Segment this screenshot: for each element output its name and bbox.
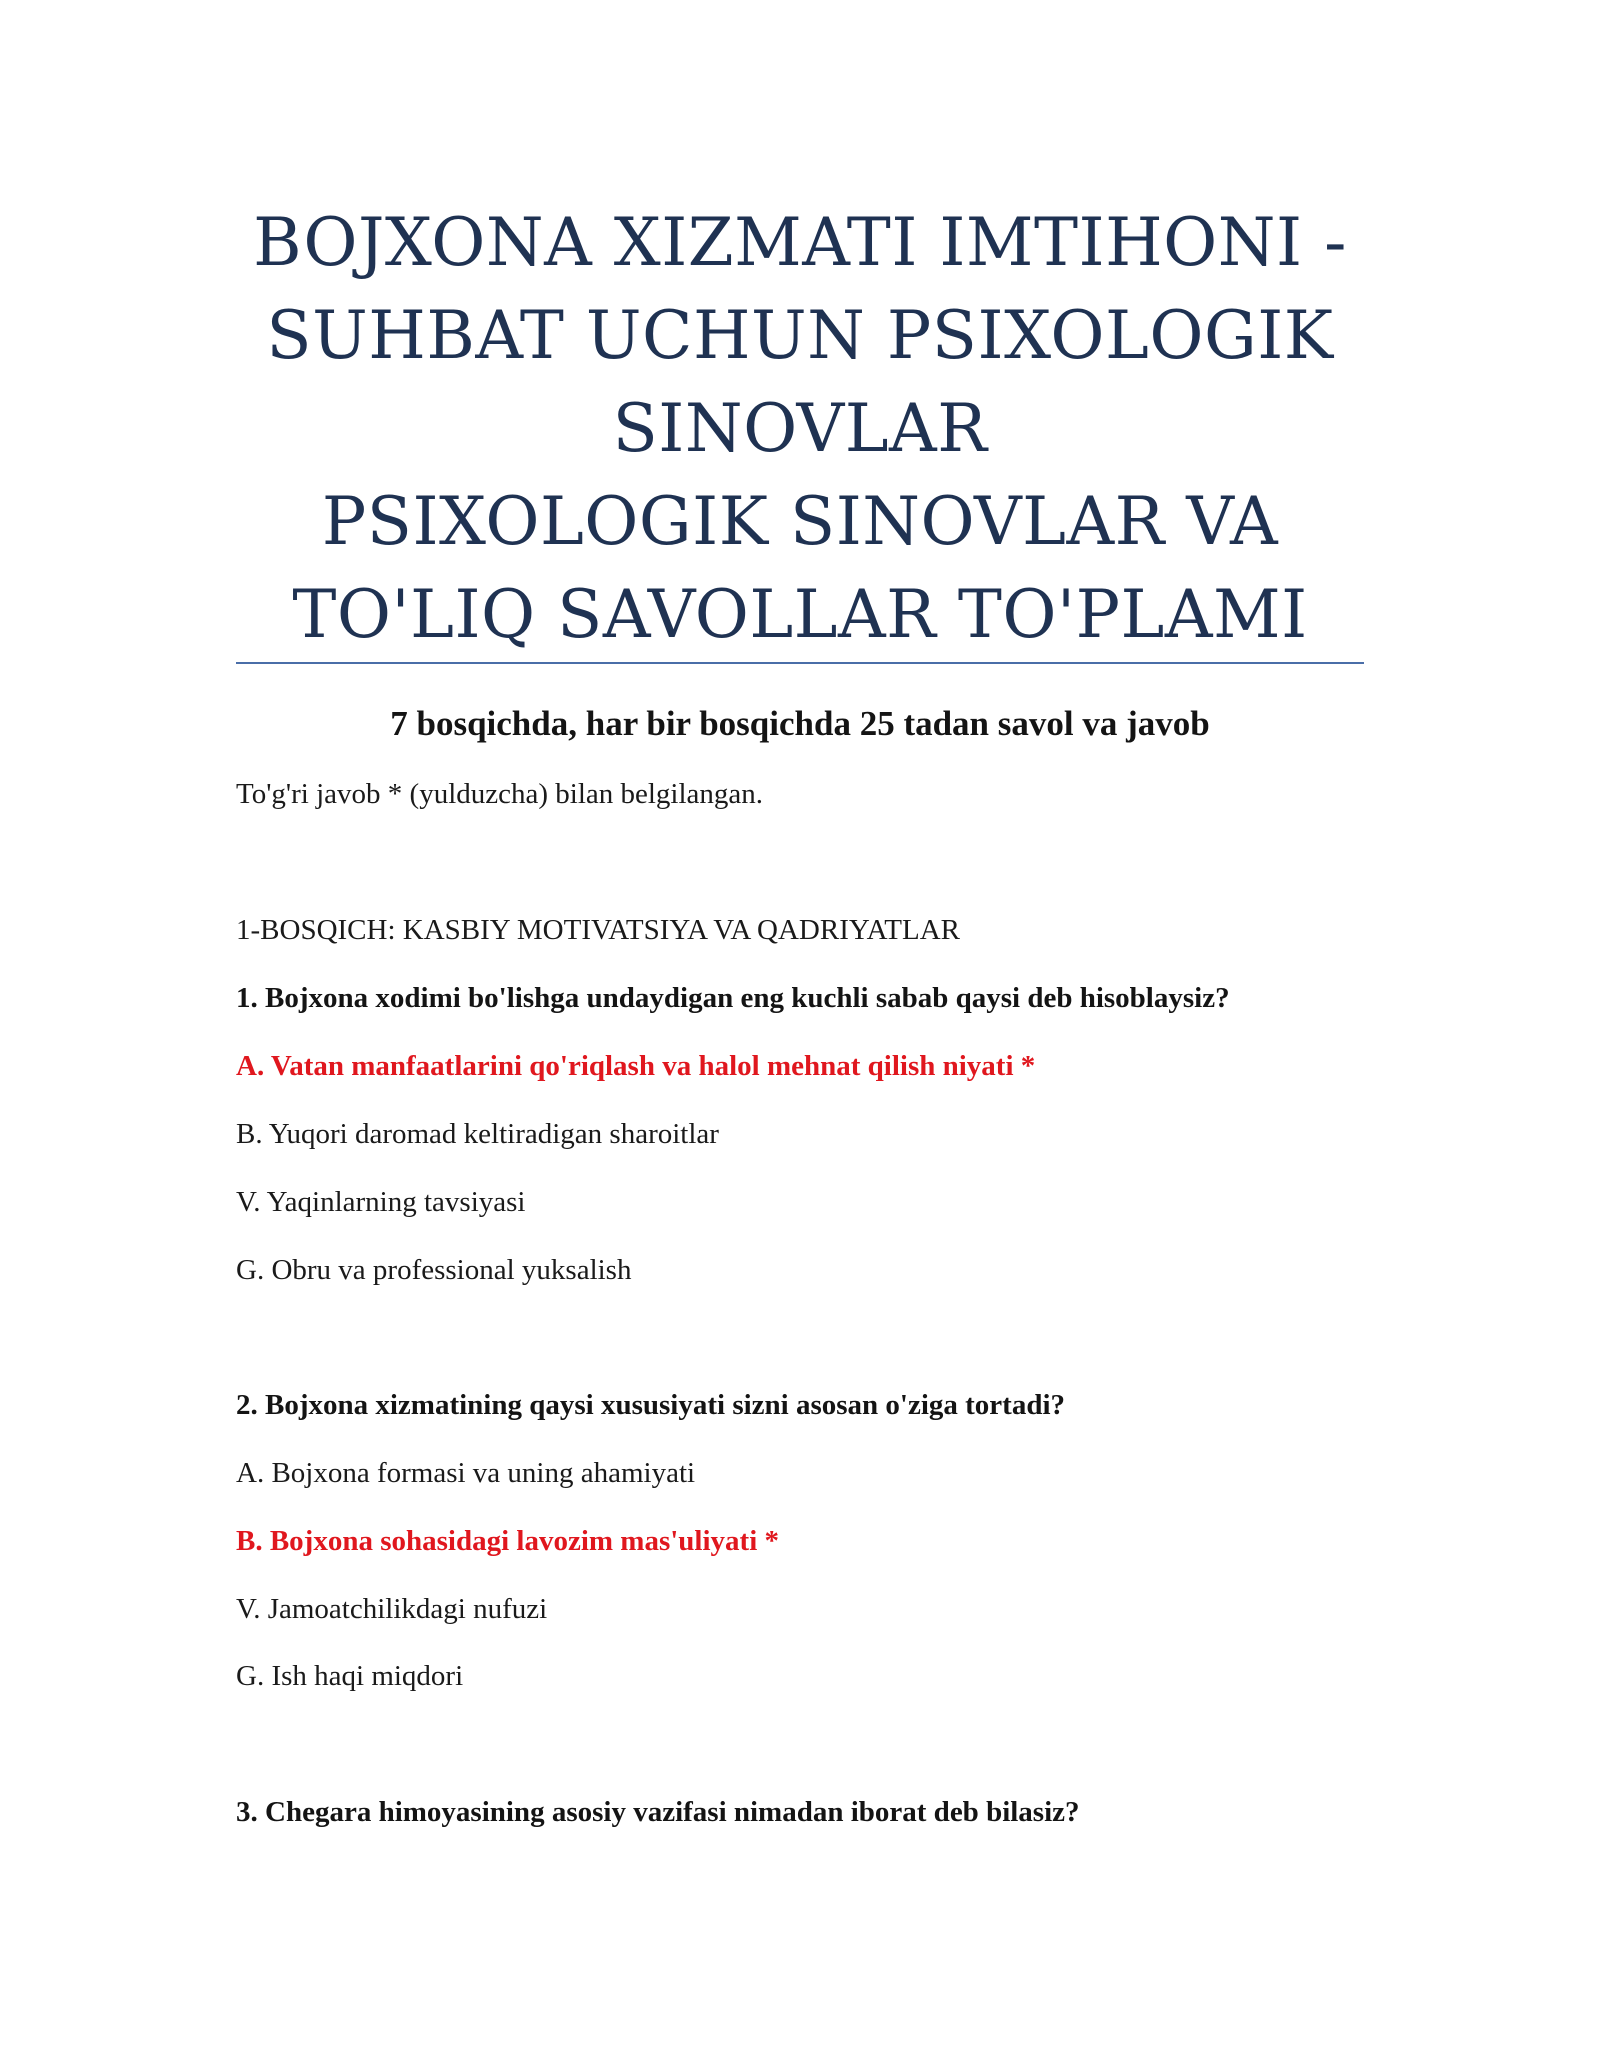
question-2-option-v: V. Jamoatchilikdagi nufuzi bbox=[236, 1593, 548, 1625]
question-2-text: 2. Bojxona xizmatining qaysi xususiyati sizni asosan o'ziga tortadi? bbox=[236, 1389, 1066, 1421]
question-2-option-b: B. Bojxona sohasidagi lavozim mas'uliyati * bbox=[236, 1525, 780, 1557]
document-title bbox=[236, 196, 1364, 661]
title-line: TO'LIQ SAVOLLAR TO'PLAMI bbox=[292, 576, 1308, 653]
title-line: PSIXOLOGIK SINOVLAR VA bbox=[321, 483, 1279, 560]
question-1-option-b: B. Yuqori daromad keltiradigan sharoitlar bbox=[236, 1118, 719, 1150]
title-line: BOJXONA XIZMATI IMTIHONI - bbox=[253, 204, 1347, 281]
question-2-option-g: G. Ish haqi miqdori bbox=[236, 1660, 464, 1692]
question-1-option-a: A. Vatan manfaatlarini qo'riqlash va halol mehnat qilish niyati * bbox=[236, 1050, 1036, 1082]
answer-key-note: To'g'ri javob * (yulduzcha) bilan belgilangan. bbox=[236, 778, 764, 810]
document-subtitle: 7 bosqichda, har bir bosqichda 25 tadan savol va javob bbox=[390, 704, 1210, 743]
question-1-option-g: G. Obru va professional yuksalish bbox=[236, 1254, 632, 1286]
question-1-option-v: V. Yaqinlarning tavsiyasi bbox=[236, 1186, 526, 1218]
title-divider bbox=[236, 662, 1364, 664]
question-2-option-a: A. Bojxona formasi va uning ahamiyati bbox=[236, 1457, 696, 1489]
question-1-text: 1. Bojxona xodimi bo'lishga undaydigan eng kuchli sabab qaysi deb hisoblaysiz? bbox=[236, 982, 1230, 1014]
title-line: SINOVLAR bbox=[612, 390, 988, 467]
question-3-text: 3. Chegara himoyasining asosiy vazifasi nimadan iborat deb bilasiz? bbox=[236, 1796, 1080, 1828]
title-line: SUHBAT UCHUN PSIXOLOGIK bbox=[266, 297, 1334, 374]
section-heading: 1-BOSQICH: KASBIY MOTIVATSIYA VA QADRIYATLAR bbox=[236, 914, 961, 946]
